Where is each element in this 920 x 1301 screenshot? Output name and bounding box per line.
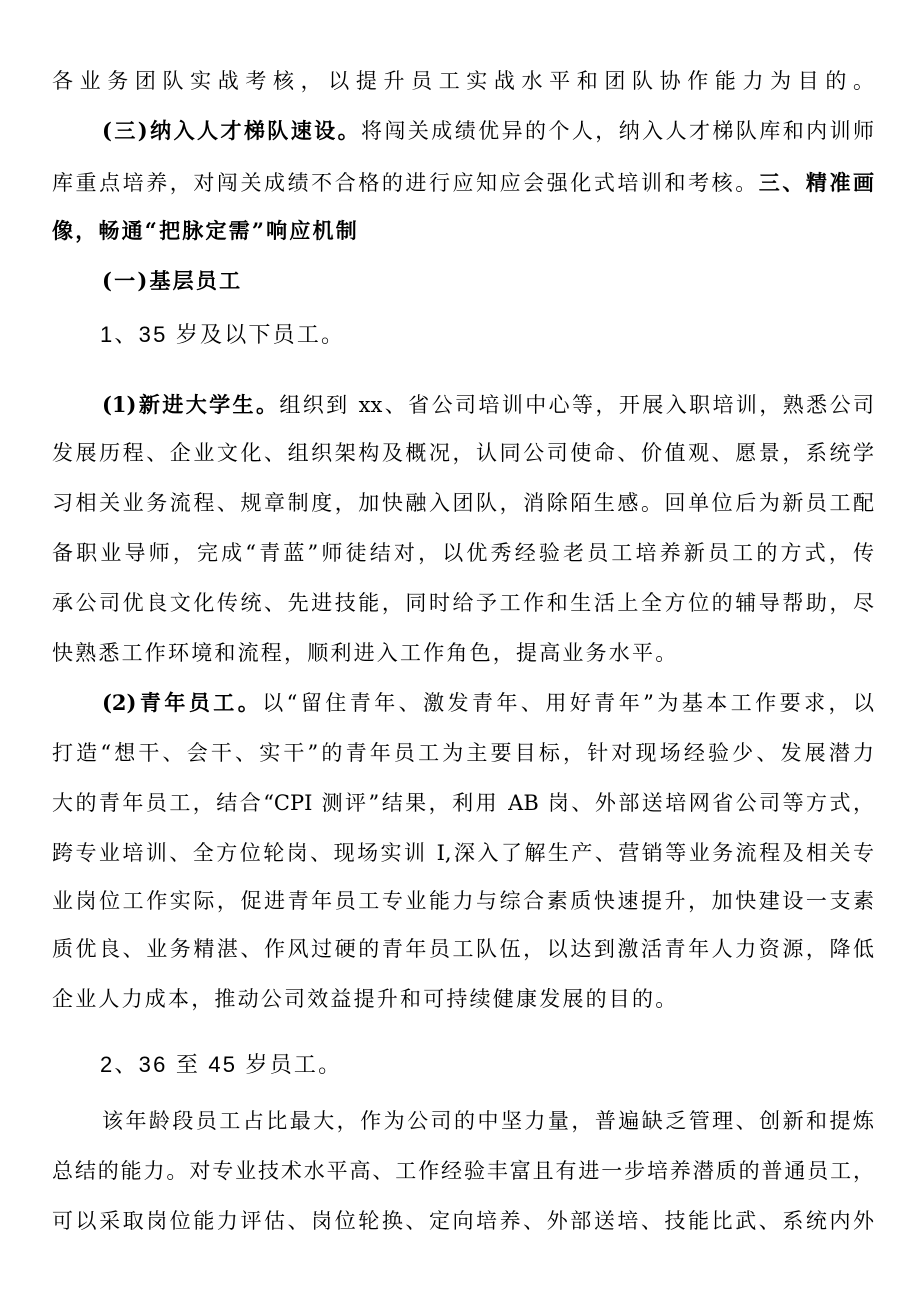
section-heading-3-part-1: 三、精准画 — [758, 170, 875, 195]
paragraph-midcareer-line-3: 可以采取岗位能力评估、岗位轮换、定向培养、外部送培、技能比武、系统内外 — [52, 1209, 874, 1233]
paragraph-graduates-text-1: 组织到 xx、省公司培训中心等，开展入职培训，熟悉公司 — [279, 393, 874, 417]
paragraph-youth-text-1: 以“留住青年、激发青年、用好青年”为基本工作要求，以 — [262, 691, 874, 715]
paragraph-youth-line-3: 大的青年员工，结合“CPI 测评”结果，利用 AB 岗、外部送培网省公司等方式， — [52, 791, 874, 815]
paragraph-graduates-line-6: 快熟悉工作环境和流程，顺利进入工作角色，提高业务水平。 — [52, 641, 679, 665]
paragraph-youth-line-6: 质优良、业务精湛、作风过硬的青年员工队伍，以达到激活青年人力资源，降低 — [52, 937, 874, 961]
heading-young-staff: (2)青年员工。 — [102, 690, 263, 715]
heading-age-36-45: 2、36 至 45 岁员工。 — [100, 1052, 343, 1077]
heading-age-35-below: 1、35 岁及以下员工。 — [100, 322, 346, 347]
paragraph-graduates-line-1 — [102, 390, 874, 420]
paragraph-talent-text-1: 将闯关成绩优异的个人，纳入人才梯队库和内训师 — [361, 119, 875, 143]
paragraph-youth-line-7: 企业人力成本，推动公司效益提升和可持续健康发展的目的。 — [52, 987, 679, 1011]
paragraph-talent-text-2: 库重点培养，对闯关成绩不合格的进行应知应会强化式培训和考核。 — [52, 171, 759, 195]
paragraph-midcareer-line-1: 该年龄段员工占比最大，作为公司的中坚力量，普遍缺乏管理、创新和提炼 — [102, 1109, 874, 1133]
paragraph-graduates-line-2: 发展历程、企业文化、组织架构及概况，认同公司使命、价值观、愿景，系统学 — [52, 441, 874, 465]
paragraph-graduates-line-3: 习相关业务流程、规章制度，加快融入团队，消除陌生感。回单位后为新员工配 — [52, 491, 874, 515]
paragraph-youth-line-1 — [102, 688, 874, 718]
paragraph-graduates-line-5: 承公司优良文化传统、先进技能，同时给予工作和生活上全方位的辅导帮助，尽 — [52, 591, 874, 615]
paragraph-youth-line-4: 跨专业培训、全方位轮岗、现场实训 I,深入了解生产、营销等业务流程及相关专 — [52, 841, 874, 865]
section-heading-3-part-2: 像，畅通“把脉定需”响应机制 — [52, 218, 359, 243]
paragraph-intro-line-1: 各业务团队实战考核，以提升员工实战水平和团队协作能力为目的。 — [52, 69, 874, 93]
heading-new-graduates: (1)新进大学生。 — [102, 392, 280, 417]
paragraph-graduates-line-4: 备职业导师，完成“青蓝”师徒结对，以优秀经验老员工培养新员工的方式，传 — [52, 541, 874, 565]
paragraph-youth-line-2: 打造“想干、会干、实干”的青年员工为主要目标，针对现场经验少、发展潜力 — [52, 741, 874, 765]
paragraph-talent-line-2 — [52, 168, 874, 198]
paragraph-talent-line-1 — [102, 116, 874, 146]
paragraph-youth-line-5: 业岗位工作实际，促进青年员工专业能力与综合素质快速提升，加快建设一支素 — [52, 889, 874, 913]
heading-talent-pipeline: (三)纳入人才梯队速设。 — [102, 118, 362, 143]
heading-grassroots-staff: (一)基层员工 — [102, 268, 243, 293]
paragraph-midcareer-line-2: 总结的能力。对专业技术水平高、工作经验丰富且有进一步培养潜质的普通员工， — [52, 1159, 874, 1183]
